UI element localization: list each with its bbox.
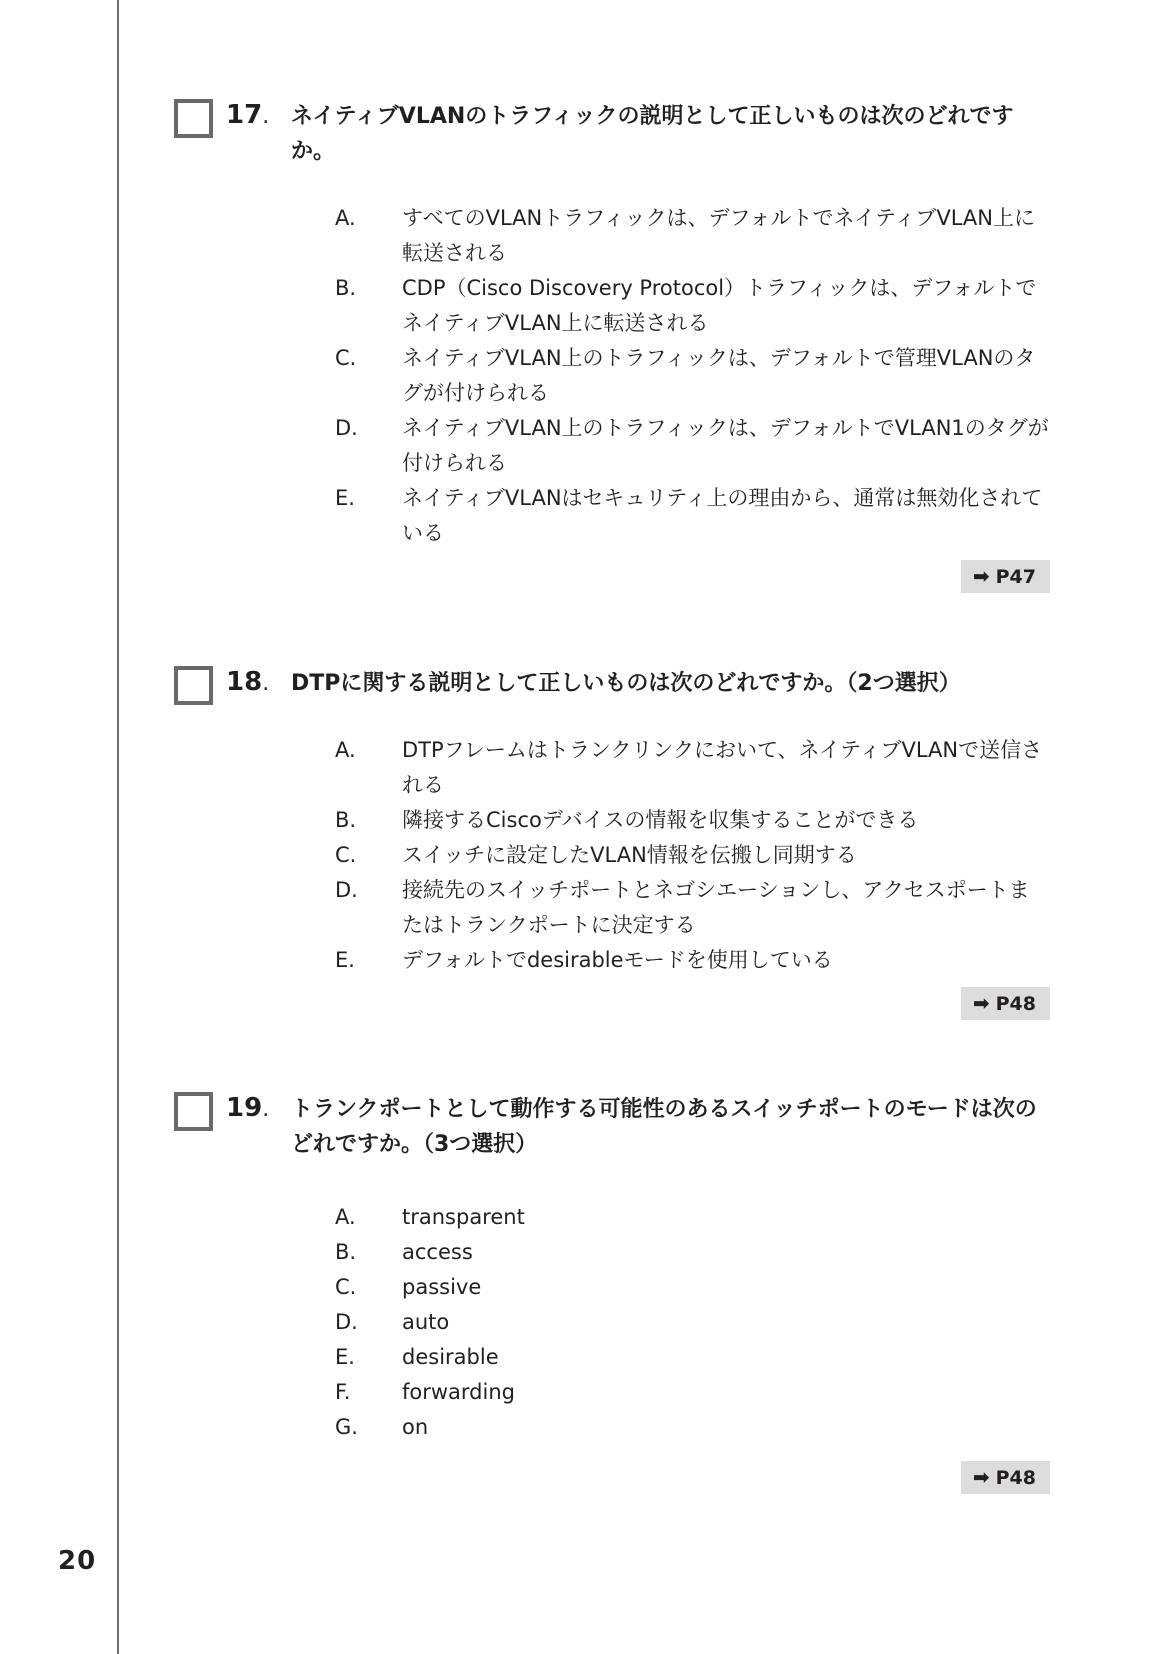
choice-text: 接続先のスイッチポートとネゴシエーションし、アクセスポートまたはトランクポートに決定する [402,878,1030,937]
margin-rule [117,0,119,1654]
choice-text: passive [402,1275,482,1299]
question-checkbox[interactable] [174,1092,213,1131]
choice-text: ネイティブVLAN上のトラフィックは、デフォルトでVLAN1のタグが付けられる [402,416,1049,475]
question-number: 17. [226,100,270,130]
choice-letter: F. [335,1380,351,1404]
choice-list [174,201,1050,551]
question-number: 18. [226,667,270,697]
question-text: DTPに関する説明として正しいものは次のどれですか。（2つ選択） [291,671,961,696]
page-reference[interactable] [961,1461,1050,1494]
choice-letter: C. [335,1275,357,1299]
choice-text: すべてのVLANトラフィックは、デフォルトでネイティブVLAN上に転送される [402,206,1035,265]
question-text: ネイティブVLANのトラフィックの説明として正しいものは次のどれですか。 [291,104,1014,164]
choice-d [174,873,1050,943]
choice-text: DTPフレームはトランクリンクにおいて、ネイティブVLANで送信される [402,738,1043,797]
question-number: 19. [226,1093,270,1123]
page-number: 20 [58,1546,97,1576]
question-19 [174,1092,1050,1494]
choice-e [174,943,1050,978]
choice-letter: D. [335,1310,358,1334]
choice-c [174,838,1050,873]
choice-letter: B. [335,1240,357,1264]
page-reference[interactable] [961,987,1050,1020]
choice-letter: C. [335,346,357,370]
choice-list [174,1200,1050,1445]
choice-d [174,411,1050,481]
choice-letter: B. [335,808,357,832]
choice-list [174,733,1050,978]
choice-letter: E. [335,1345,355,1369]
choice-text: auto [402,1310,450,1334]
question-18 [174,666,1050,1020]
choice-letter: A. [335,738,356,762]
choice-c [174,1270,1050,1305]
choice-b [174,271,1050,341]
choice-e [174,1340,1050,1375]
choice-letter: B. [335,276,357,300]
choice-letter: E. [335,948,355,972]
question-header [174,1092,1050,1162]
choice-letter: A. [335,1205,356,1229]
choice-text: desirable [402,1345,499,1369]
page-reference-label: P48 [995,993,1036,1015]
choice-text: on [402,1415,429,1439]
choice-b [174,803,1050,838]
question-17 [174,99,1050,593]
choice-letter: D. [335,878,358,902]
question-checkbox[interactable] [174,666,213,705]
right-arrow-icon: ➡ [972,564,990,588]
choice-e [174,481,1050,551]
choice-f [174,1375,1050,1410]
question-text: トランクポートとして動作する可能性のあるスイッチポートのモードは次のどれですか。（3つ選択） [291,1097,1037,1157]
page-reference-label: P48 [995,1467,1036,1489]
right-arrow-icon: ➡ [972,1465,990,1489]
choice-text: デフォルトでdesirableモードを使用している [402,948,833,972]
question-header [174,666,1050,701]
question-checkbox[interactable] [174,99,213,138]
choice-letter: A. [335,206,356,230]
choice-text: transparent [402,1205,525,1229]
choice-g [174,1410,1050,1445]
question-header [174,99,1050,169]
choice-text: CDP（Cisco Discovery Protocol）トラフィックは、デフォルトでネイティブVLAN上に転送される [402,276,1037,335]
choice-a [174,201,1050,271]
page-reference[interactable] [961,560,1050,593]
choice-text: ネイティブVLAN上のトラフィックは、デフォルトで管理VLANのタグが付けられる [402,346,1036,405]
choice-text: 隣接するCiscoデバイスの情報を収集することができる [402,808,919,832]
choice-text: ネイティブVLANはセキュリティ上の理由から、通常は無効化されている [402,486,1043,545]
choice-text: access [402,1240,473,1264]
page-reference-label: P47 [995,566,1036,588]
choice-a [174,733,1050,803]
choice-letter: C. [335,843,357,867]
choice-text: forwarding [402,1380,515,1404]
choice-d [174,1305,1050,1340]
choice-letter: E. [335,486,355,510]
right-arrow-icon: ➡ [972,991,990,1015]
choice-b [174,1235,1050,1270]
choice-letter: G. [335,1415,358,1439]
choice-text: スイッチに設定したVLAN情報を伝搬し同期する [402,843,857,867]
choice-letter: D. [335,416,358,440]
choice-a [174,1200,1050,1235]
choice-c [174,341,1050,411]
